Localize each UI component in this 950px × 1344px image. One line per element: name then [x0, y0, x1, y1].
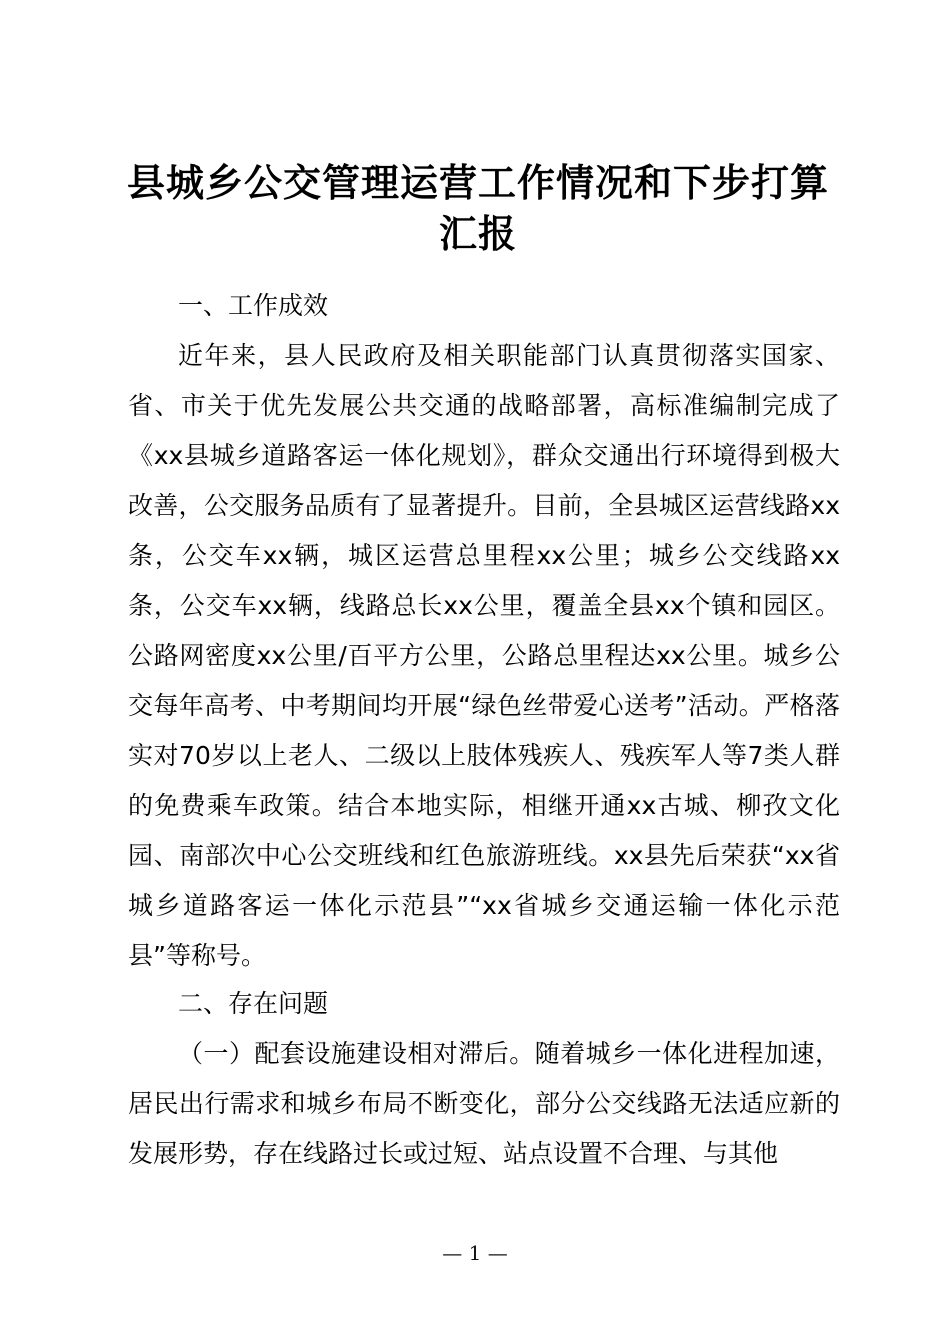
section-paragraph-problems: （一）配套设施建设相对滞后。随着城乡一体化进程加速，居民出行需求和城乡布局不断变化，部分公交线路无法适应新的发展形势，存在线路过长或过短、站点设置不合理、与其他 — [128, 1039, 840, 1168]
section-heading-achievements: 一、工作成效 — [178, 291, 329, 320]
document-title: 县城乡公交管理运营工作情况和下步打算汇报 — [126, 160, 829, 256]
section-paragraph-achievements: 近年来，县人民政府及相关职能部门认真贯彻落实国家、省、市关于优先发展公共交通的战略部署，高标准编制完成了《xx县城乡道路客运一体化规划》，群众交通出行环境得到极大改善，公交服务品质有了显著提升。目前，全县城区运营线路xx条，公交车xx辆，城区运营总里程xx公里；城乡公交线路xx条，公交车xx辆，线路总长xx公里，覆盖全县xx个镇和园区。公路网密度xx公里/百平方公里，公路总里程达xx公里。城乡公交每年高考、中考期间均开展“绿色丝带爱心送考”活动。严格落实对70岁以上老人、二级以上肢体残疾人、残疾军人等7类人群的免费乘车政策。结合本地实际，相继开通xx古城、柳孜文化园、南部次中心公交班线和红色旅游班线。xx县先后荣获“xx省城乡道路客运一体化示范县”“xx省城乡交通运输一体化示范县”等称号。 — [128, 341, 840, 970]
section-heading-problems: 二、存在问题 — [178, 989, 329, 1018]
page-number: — 1 — — [442, 1241, 508, 1265]
